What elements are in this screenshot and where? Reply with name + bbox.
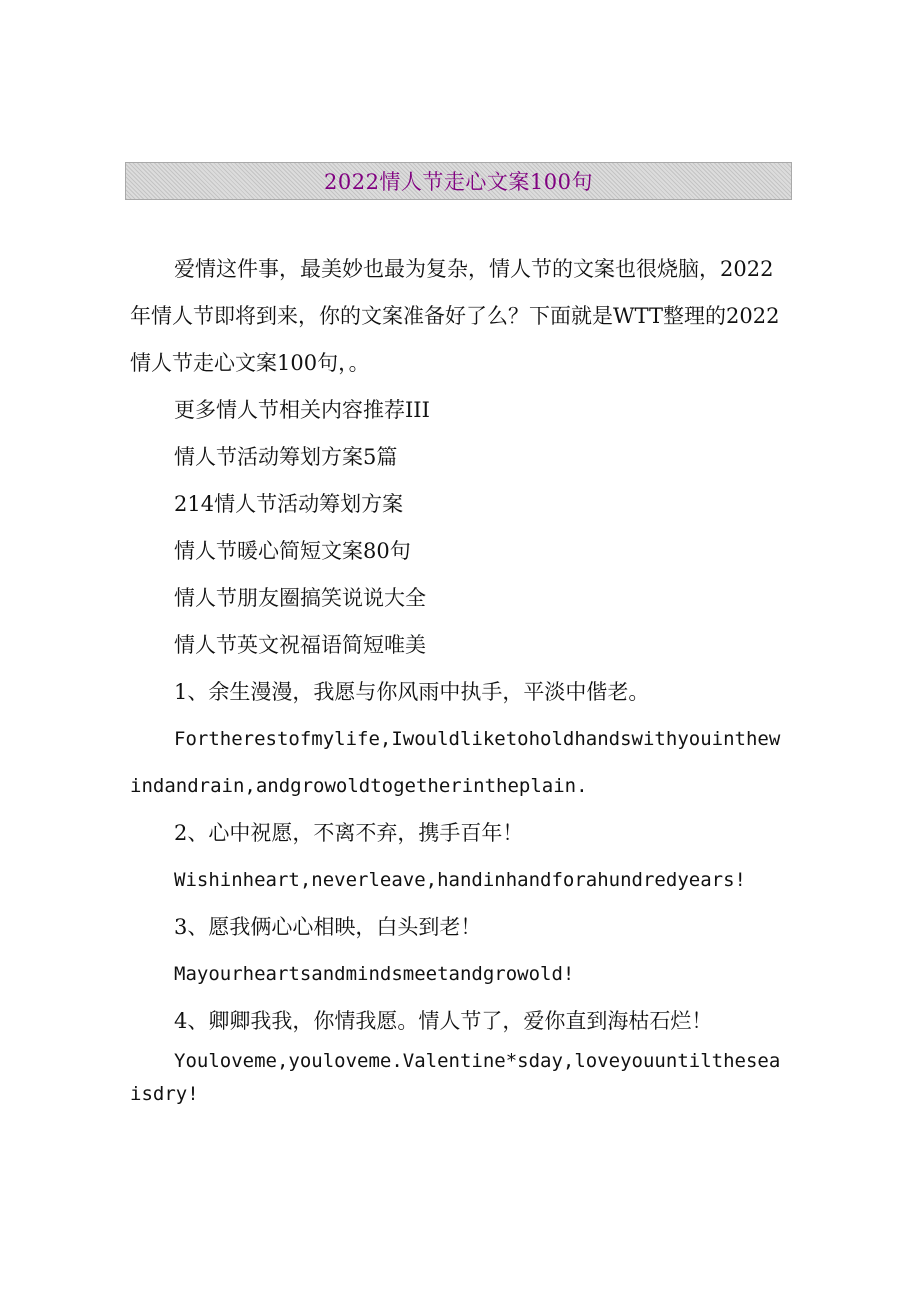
related-item: 情人节英文祝福语简短唯美	[174, 633, 426, 657]
entry-chinese: 4、卿卿我我，你情我愿。情人节了，爱你直到海枯石烂！	[174, 1009, 713, 1033]
title-banner	[125, 162, 792, 200]
related-item: 更多情人节相关内容推荐III	[174, 398, 430, 422]
entry-english: Mayourheartsandmindsmeetandgrowold!	[174, 963, 575, 985]
related-item: 情人节暖心简短文案80句	[174, 539, 411, 563]
entry-chinese: 3、愿我俩心心相映，白头到老！	[174, 915, 482, 939]
entry-chinese: 2、心中祝愿，不离不弃，携手百年！	[174, 821, 524, 845]
intro-paragraph: 爱情这件事，最美妙也最为复杂，情人节的文案也很烧脑，2022年情人节即将到来，你的文案准备好了么？下面就是WTT整理的2022情人节走心文案100句，。	[130, 257, 780, 375]
entry-english: Youloveme,youloveme.Valentine*sday,loveyouuntiltheseaisdry!	[130, 1050, 781, 1105]
related-item: 情人节朋友圈搞笑说说大全	[174, 586, 426, 610]
entry-chinese: 1、余生漫漫，我愿与你风雨中执手，平淡中偕老。	[174, 680, 650, 704]
entry-english: Fortherestofmylife,Iwouldliketoholdhandswithyouinthewindandrain,andgrowoldtogetherintheplain.	[130, 728, 781, 797]
document-body	[130, 246, 790, 1111]
document-title: 2022情人节走心文案100句	[323, 170, 594, 194]
entry-english: Wishinheart,neverleave,handinhandforahundredyears!	[174, 869, 746, 891]
related-item: 情人节活动筹划方案5篇	[174, 445, 398, 469]
related-item: 214情人节活动筹划方案	[174, 492, 404, 516]
